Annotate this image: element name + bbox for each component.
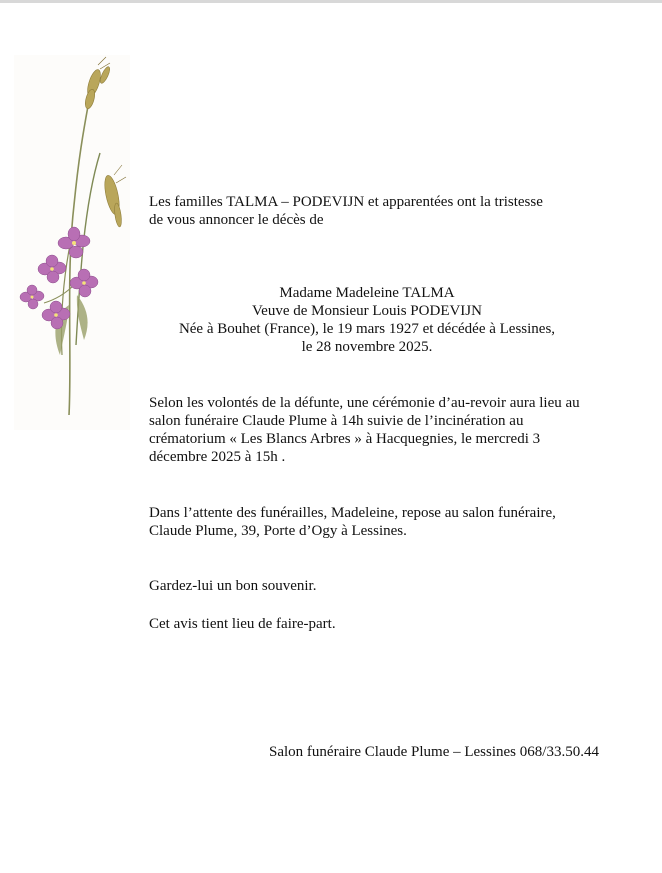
document-page [0, 3, 662, 873]
deceased-identity [149, 284, 585, 356]
rest-paragraph [149, 504, 556, 540]
intro-line: Les familles TALMA – PODEVIJN et apparentées ont la tristesse [149, 194, 543, 210]
ceremony-line: salon funéraire Claude Plume à 14h suivie de l’incinération au [149, 413, 524, 429]
widow-of: Veuve de Monsieur Louis PODEVIJN [252, 303, 482, 319]
notice-line: Cet avis tient lieu de faire-part. [149, 616, 336, 632]
ceremony-line: Selon les volontés de la défunte, une cérémonie d’au-revoir aura lieu au [149, 395, 580, 411]
wheat-and-violet-flowers-icon [14, 55, 130, 430]
deceased-name: Madame Madeleine TALMA [279, 285, 455, 301]
remember-line: Gardez-lui un bon souvenir. [149, 578, 317, 594]
ceremony-line: crématorium « Les Blancs Arbres » à Hacquegnies, le mercredi 3 [149, 431, 541, 447]
death-date: le 28 novembre 2025. [301, 339, 433, 355]
rest-line: Claude Plume, 39, Porte d’Ogy à Lessines. [149, 523, 407, 539]
birth-death-info: Née à Bouhet (France), le 19 mars 1927 et décédée à Lessines, [178, 321, 556, 337]
ceremony-paragraph [149, 394, 580, 466]
intro-line: de vous annoncer le décès de [149, 212, 324, 228]
funeral-home-footer: Salon funéraire Claude Plume – Lessines 068/33.50.44 [269, 744, 599, 760]
intro-paragraph [149, 193, 543, 229]
rest-line: Dans l’attente des funérailles, Madeleine, repose au salon funéraire, [149, 505, 556, 521]
ceremony-line: décembre 2025 à 15h . [149, 449, 286, 465]
